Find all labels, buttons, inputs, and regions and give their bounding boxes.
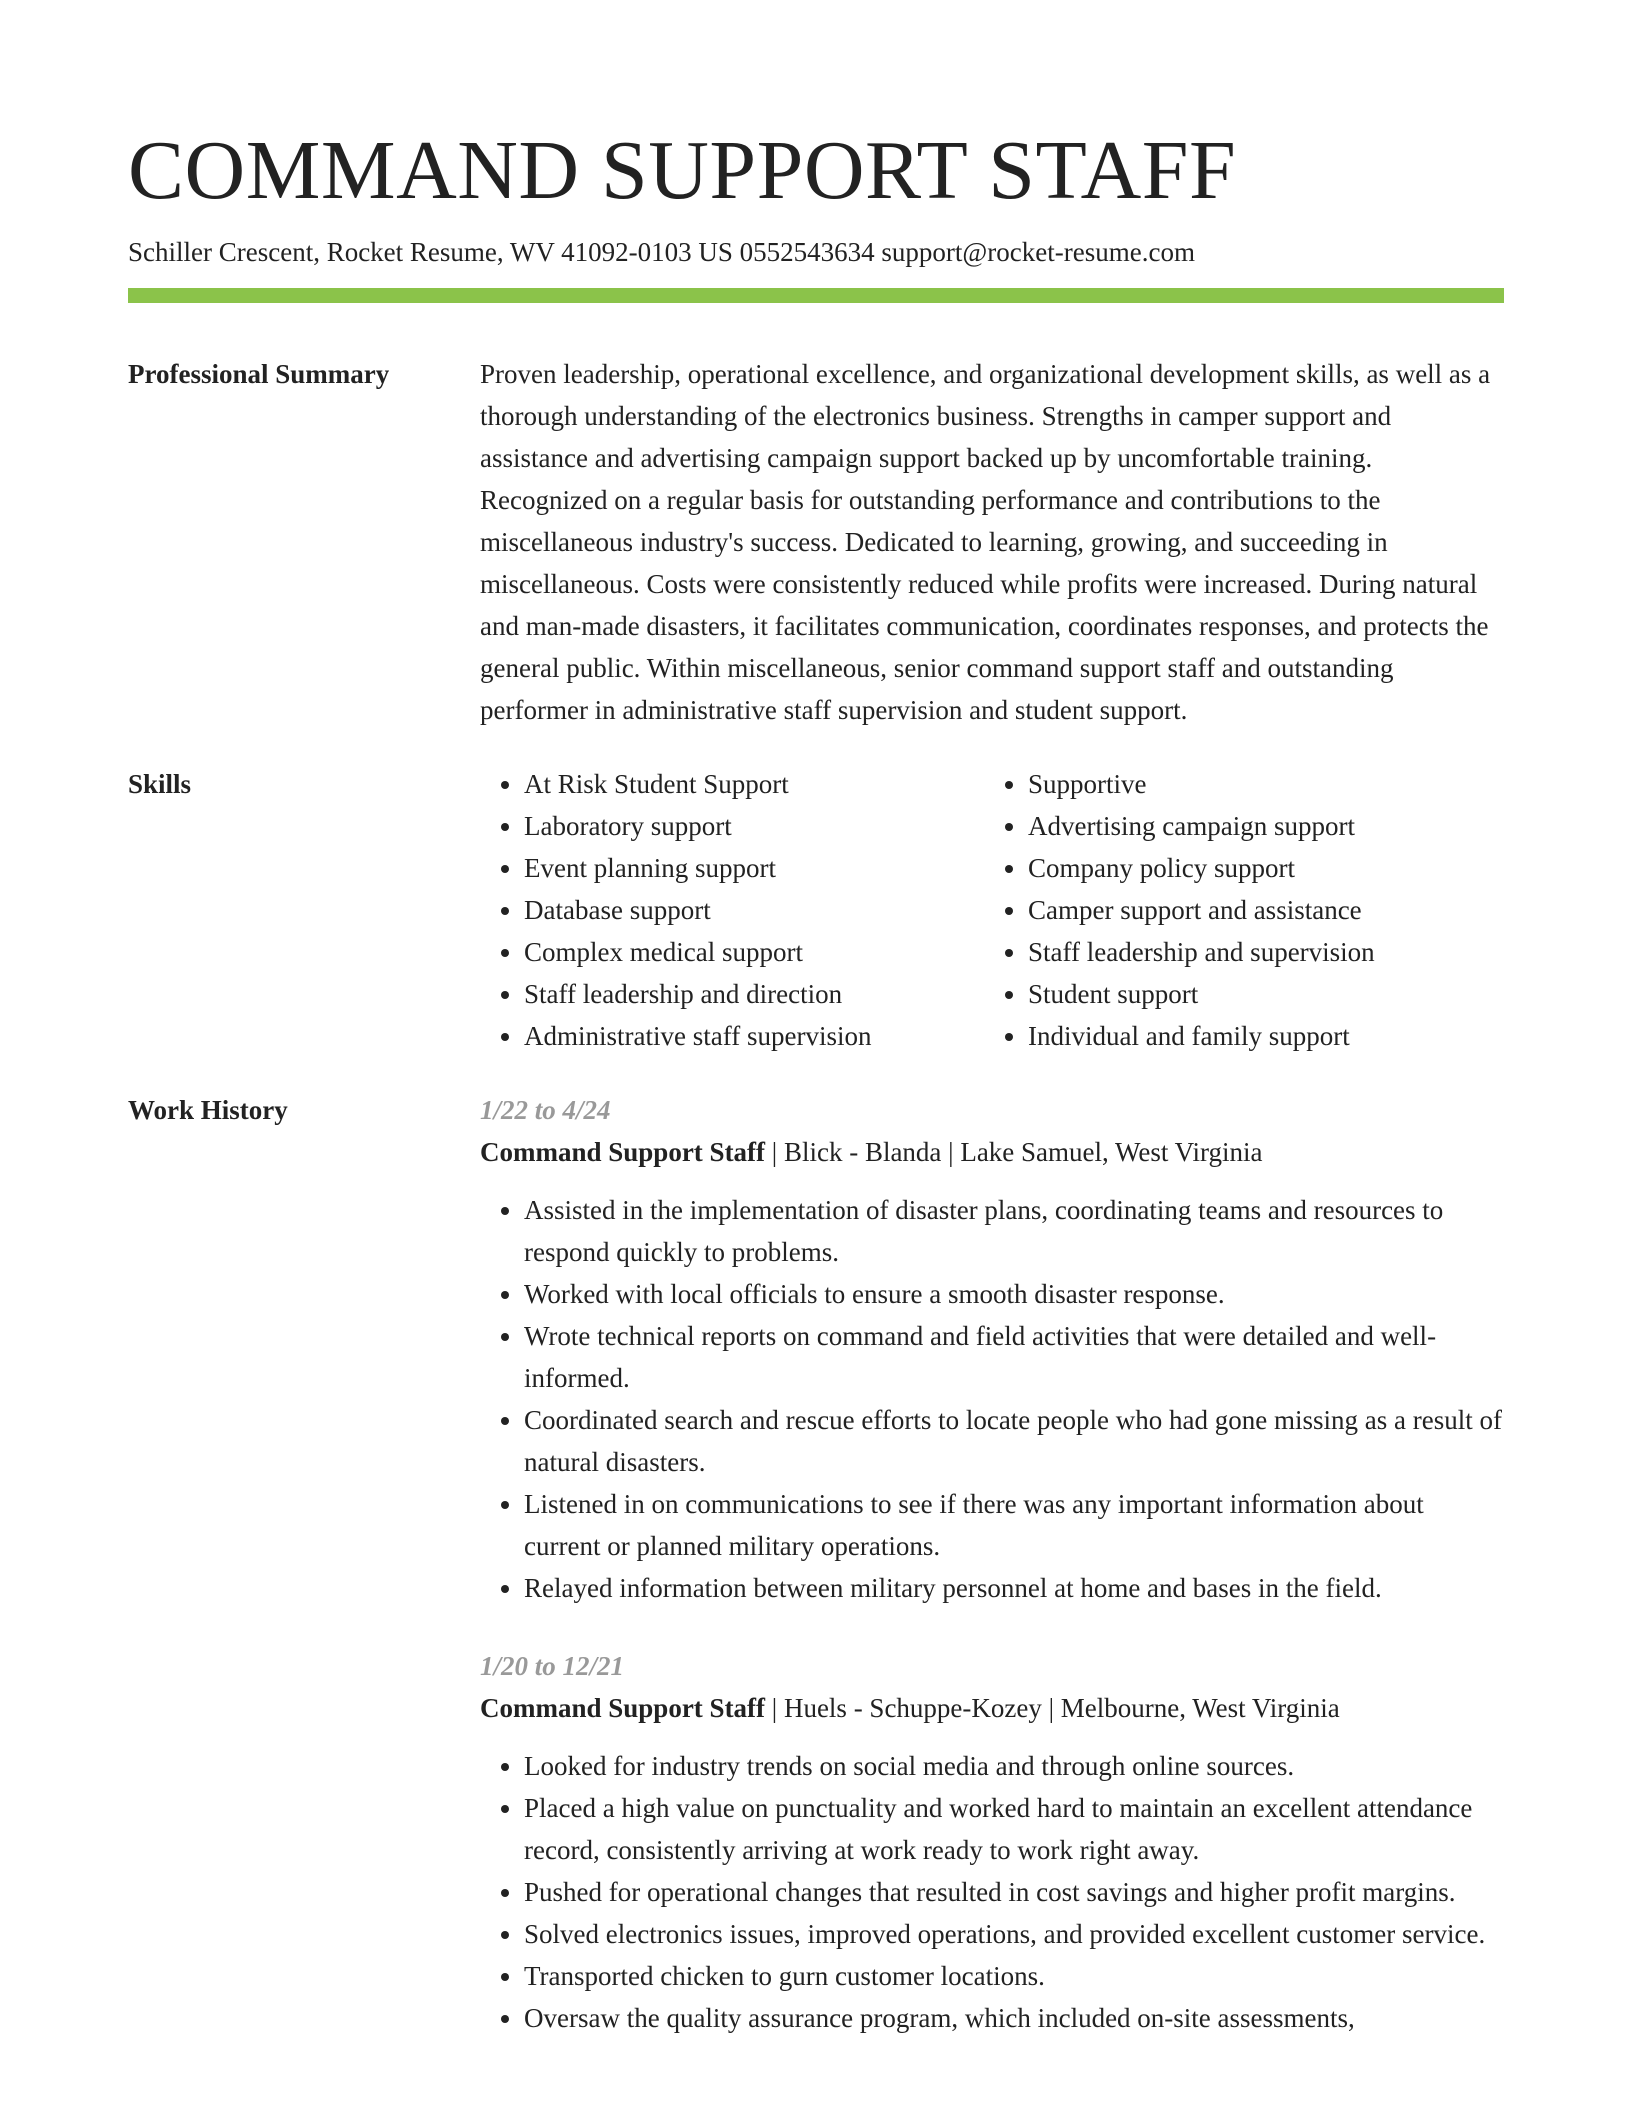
skills-body bbox=[480, 763, 1504, 1057]
job-details: | Huels - Schuppe-Kozey | Melbourne, West Virginia bbox=[765, 1693, 1340, 1723]
contact-address: Schiller Crescent, Rocket Resume, WV 41092-0103 US bbox=[128, 237, 733, 267]
skills-list-right bbox=[984, 763, 1504, 1057]
job-dates: 1/22 to 4/24 bbox=[480, 1095, 611, 1125]
job-bullets bbox=[480, 1189, 1504, 1609]
job-bullet: • Pushed for operational changes that resulted in cost savings and higher profit margins. bbox=[524, 1871, 1504, 1913]
job-bullet: • Oversaw the quality assurance program, which included on-site assessments, bbox=[524, 1997, 1504, 2039]
skill-item: • Laboratory support bbox=[524, 805, 984, 847]
job-bullet: • Looked for industry trends on social media and through online sources. bbox=[524, 1745, 1504, 1787]
skill-item: • Camper support and assistance bbox=[1028, 889, 1504, 931]
skills-grid bbox=[480, 763, 1504, 1057]
job-bullet: • Coordinated search and rescue efforts to locate people who had gone missing as a result of natural disasters. bbox=[524, 1399, 1504, 1483]
work-history-section bbox=[128, 1089, 1504, 2039]
job-bullet: • Relayed information between military personnel at home and bases in the field. bbox=[524, 1567, 1504, 1609]
skill-item: • At Risk Student Support bbox=[524, 763, 984, 805]
job-details: | Blick - Blanda | Lake Samuel, West Virginia bbox=[765, 1137, 1263, 1167]
skill-item: • Staff leadership and direction bbox=[524, 973, 984, 1015]
professional-summary-section bbox=[128, 353, 1504, 731]
job-title: Command Support Staff bbox=[480, 1137, 766, 1167]
job-bullet: • Placed a high value on punctuality and worked hard to maintain an excellent attendance record, consistently arriving at work ready to work right away. bbox=[524, 1787, 1504, 1871]
skill-item: • Supportive bbox=[1028, 763, 1504, 805]
job-bullet: • Wrote technical reports on command and field activities that were detailed and well-informed. bbox=[524, 1315, 1504, 1399]
skills-section bbox=[128, 763, 1504, 1057]
job-title: Command Support Staff bbox=[480, 1693, 766, 1723]
skill-item: • Administrative staff supervision bbox=[524, 1015, 984, 1057]
skill-item: • Database support bbox=[524, 889, 984, 931]
work-body bbox=[480, 1089, 1504, 2039]
skills-list-left bbox=[480, 763, 984, 1057]
job-bullet: • Transported chicken to gurn customer locations. bbox=[524, 1955, 1504, 1997]
candidate-name: COMMAND SUPPORT STAFF bbox=[128, 124, 1237, 217]
summary-text: Proven leadership, operational excellence, and organizational development skills, as well as a thorough understanding of the electronics business. Strengths in camper support and assistance and advertising campaign support backed up by uncomfortable training. Recognized on a regular basis for outstanding performance and contributions to the miscellaneous industry's success. Dedicated to learning, growing, and succeeding in miscellaneous. Costs were consistently reduced while profits were increased. During natural and man-made disasters, it facilitates communication, coordinates responses, and protects the general public. Within miscellaneous, senior command support staff and outstanding performer in administrative staff supervision and student support. bbox=[480, 359, 1491, 725]
skill-item: • Event planning support bbox=[524, 847, 984, 889]
job-bullets bbox=[480, 1745, 1504, 2039]
contact-email[interactable]: support@rocket-resume.com bbox=[881, 237, 1195, 267]
job-dates: 1/20 to 12/21 bbox=[480, 1651, 625, 1681]
skill-item: • Staff leadership and supervision bbox=[1028, 931, 1504, 973]
skill-item: • Complex medical support bbox=[524, 931, 984, 973]
job-bullet: • Worked with local officials to ensure a smooth disaster response. bbox=[524, 1273, 1504, 1315]
job-bullet: • Listened in on communications to see if there was any important information about current or planned military operations. bbox=[524, 1483, 1504, 1567]
header-divider bbox=[128, 288, 1504, 303]
job-title-line bbox=[480, 1687, 1504, 1729]
contact-line bbox=[128, 234, 1504, 270]
resume-page bbox=[128, 0, 1504, 2039]
section-label-skills: Skills bbox=[128, 769, 192, 799]
skill-item: • Student support bbox=[1028, 973, 1504, 1015]
job-entry bbox=[480, 1089, 1504, 1609]
job-title-line bbox=[480, 1131, 1504, 1173]
summary-body bbox=[480, 353, 1504, 731]
skill-item: • Individual and family support bbox=[1028, 1015, 1504, 1057]
contact-phone: 0552543634 bbox=[739, 237, 875, 267]
job-entry bbox=[480, 1645, 1504, 2039]
job-bullet: • Assisted in the implementation of disaster plans, coordinating teams and resources to respond quickly to problems. bbox=[524, 1189, 1504, 1273]
job-bullet: • Solved electronics issues, improved operations, and provided excellent customer service. bbox=[524, 1913, 1504, 1955]
skill-item: • Advertising campaign support bbox=[1028, 805, 1504, 847]
section-label-work: Work History bbox=[128, 1095, 288, 1125]
section-label-summary: Professional Summary bbox=[128, 359, 390, 389]
skill-item: • Company policy support bbox=[1028, 847, 1504, 889]
